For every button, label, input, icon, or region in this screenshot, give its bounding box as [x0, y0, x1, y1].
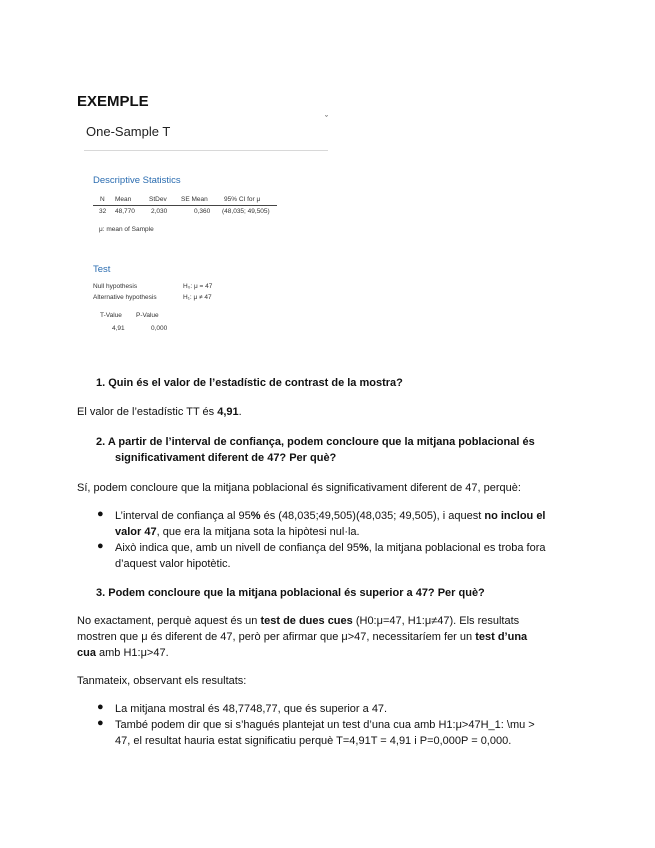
answer-3-para-1-line-2 — [77, 629, 527, 645]
p1-text-a: No exactament, perquè aquest és un — [77, 615, 261, 627]
answer-3-para-1-line-3 — [77, 645, 169, 661]
b1-text-b: és (48,035;49,505)(48,035; 49,505), i aquest — [260, 510, 485, 522]
cell-mean: 48,770 — [115, 208, 135, 215]
page-heading: EXEMPLE — [77, 93, 149, 110]
b1-bold-a: no inclou el — [484, 510, 546, 522]
p1-text-d: amb H1:μ>47. — [95, 647, 169, 659]
cell-p-value: 0,000 — [151, 325, 168, 332]
answer-3-bullet-2-line-1: També podem dir que si s’hagués plantejat un test d’una cua amb H1:μ>47H_1: \mu > — [115, 719, 535, 731]
table-header-rule — [93, 205, 277, 206]
b2-percent: % — [359, 542, 369, 554]
b2-text-a: Això indica que, amb un nivell de confiança del 95 — [115, 542, 359, 554]
descriptive-stats-title: Descriptive Statistics — [93, 175, 181, 186]
p1-bold-c: cua — [77, 647, 96, 659]
col-header-ci: 95% CI for μ — [224, 196, 261, 203]
alt-hypothesis-value: H₁: μ ≠ 47 — [183, 294, 212, 301]
b1-bold-b: valor 47 — [115, 526, 157, 538]
answer-2-bullet-2-line-2: d’aquest valor hipotètic. — [115, 558, 231, 570]
col-header-stdev: StDev — [149, 196, 167, 203]
col-header-se-mean: SE Mean — [181, 196, 208, 203]
answer-1 — [77, 404, 242, 420]
b1-percent: % — [250, 510, 261, 522]
question-2-line-1: 2. A partir de l’interval de confiança, podem concloure que la mitjana poblacional és — [96, 436, 535, 448]
answer-1-end: . — [238, 406, 242, 418]
bullet-icon: ● — [97, 508, 104, 520]
descriptive-stats-table — [93, 196, 283, 226]
answer-3-para-1-line-1 — [77, 613, 519, 629]
answer-3-bullet-2-line-2: 47, el resultat hauria estat significatiu perquè T=4,91T = 4,91 i P=0,000P = 0,000. — [115, 735, 512, 747]
b1-text-c: , que era la mitjana sota la hipòtesi nul·la. — [156, 526, 360, 538]
answer-3-bullet-1: La mitjana mostral és 48,7748,77, que és superior a 47. — [115, 703, 388, 715]
p1-text-c: mostren que μ és diferent de 47, però per afirmar que μ>47, necessitaríem fer un — [77, 631, 476, 643]
cell-stdev: 2,030 — [151, 208, 168, 215]
p1-bold-b: test d’una — [475, 631, 528, 643]
answer-2-bullet-1-line-1 — [115, 508, 546, 524]
null-hypothesis-label: Null hypothesis — [93, 283, 138, 290]
answer-1-text: El valor de l’estadístic TT és — [77, 406, 218, 418]
question-2-line-2: significativament diferent de 47? Per què? — [115, 452, 337, 464]
col-header-t-value: T-Value — [100, 312, 122, 319]
bullet-icon: ● — [97, 701, 104, 713]
mean-note: μ: mean of Sample — [99, 226, 154, 233]
minitab-title: One-Sample T — [86, 124, 171, 139]
cell-n: 32 — [99, 208, 107, 215]
col-header-mean: Mean — [115, 196, 132, 203]
test-title: Test — [93, 264, 111, 275]
alt-hypothesis-label: Alternative hypothesis — [93, 294, 157, 301]
cell-ci: (48,035; 49,505) — [222, 208, 270, 215]
bullet-icon: ● — [97, 540, 104, 552]
p1-text-b: (H0:μ=47, H1:μ≠47). Els resultats — [352, 615, 520, 627]
cell-t-value: 4,91 — [112, 325, 125, 332]
answer-2-bullet-2-line-1 — [115, 540, 546, 556]
col-header-p-value: P-Value — [136, 312, 159, 319]
corner-mark: ˇ — [325, 114, 328, 124]
col-header-n: N — [100, 196, 105, 203]
b1-text-a: L’interval de confiança al 95 — [115, 510, 251, 522]
test-table — [100, 312, 180, 337]
answer-1-value: 4,91 — [217, 406, 239, 418]
answer-2-bullet-1-line-2 — [115, 524, 360, 540]
minitab-divider — [84, 150, 328, 151]
p1-bold-a: test de dues cues — [260, 615, 353, 627]
question-3: 3. Podem concloure que la mitjana poblacional és superior a 47? Per què? — [96, 587, 485, 599]
null-hypothesis-value: H₀: μ = 47 — [183, 283, 213, 290]
bullet-icon: ● — [97, 717, 104, 729]
cell-se-mean: 0,360 — [194, 208, 211, 215]
answer-2-intro: Sí, podem concloure que la mitjana poblacional és significativament diferent de 47, perquè: — [77, 482, 521, 494]
answer-3-para-2: Tanmateix, observant els resultats: — [77, 675, 247, 687]
b2-text-b: , la mitjana poblacional es troba fora — [368, 542, 546, 554]
question-1: 1. Quin és el valor de l’estadístic de contrast de la mostra? — [96, 377, 403, 389]
